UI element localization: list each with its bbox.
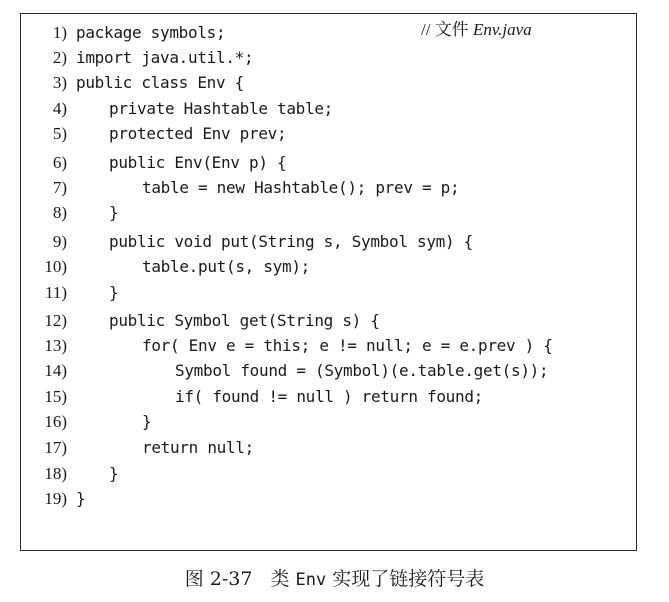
- file-comment-prefix: // 文件: [421, 20, 473, 39]
- line-number: 14): [44, 361, 67, 380]
- line-number: 4): [52, 99, 67, 118]
- file-comment-filename: Env.java: [472, 20, 532, 39]
- code-text: }: [109, 283, 119, 302]
- code-text: package symbols;: [76, 23, 226, 42]
- line-number: 3): [52, 73, 67, 92]
- code-text: public Symbol get(String s) {: [109, 311, 380, 330]
- line-number: 7): [52, 178, 67, 197]
- line-number: 17): [44, 438, 67, 457]
- code-text: public Env(Env p) {: [109, 153, 287, 172]
- code-text: if( found != null ) return found;: [175, 387, 483, 406]
- code-text: }: [142, 412, 152, 431]
- file-comment: [421, 15, 532, 40]
- code-text: private Hashtable table;: [109, 99, 333, 118]
- code-text: table = new Hashtable(); prev = p;: [142, 178, 460, 197]
- code-text: public class Env {: [76, 73, 244, 92]
- line-number: 11): [44, 283, 67, 302]
- figure-caption: [0, 564, 669, 591]
- code-text: public void put(String s, Symbol sym) {: [109, 232, 473, 251]
- code-text: table.put(s, sym);: [142, 257, 310, 276]
- line-number: 6): [52, 153, 67, 172]
- caption-class-name: Env: [295, 570, 327, 590]
- line-number: 5): [52, 124, 67, 143]
- code-text: }: [109, 203, 119, 222]
- caption-text-post: 实现了链接符号表: [326, 568, 485, 590]
- line-number: 2): [52, 48, 67, 67]
- line-number: 12): [44, 311, 67, 330]
- code-text: return null;: [142, 438, 254, 457]
- code-text: }: [109, 464, 119, 483]
- line-number: 9): [52, 232, 67, 251]
- line-number: 13): [44, 336, 67, 355]
- caption-text-pre: 类: [270, 568, 296, 590]
- line-number: 8): [52, 203, 67, 222]
- code-text: import java.util.*;: [76, 48, 254, 67]
- line-number: 15): [44, 387, 67, 406]
- line-number: 16): [44, 412, 67, 431]
- code-listing-box: [20, 13, 637, 551]
- code-text: protected Env prev;: [109, 124, 287, 143]
- line-number: 18): [44, 464, 67, 483]
- code-text: Symbol found = (Symbol)(e.table.get(s));: [175, 361, 549, 380]
- figure-number: 图 2-37: [184, 568, 253, 590]
- line-number: 19): [44, 489, 67, 508]
- line-number: 1): [52, 23, 67, 42]
- line-number: 10): [44, 257, 67, 276]
- code-text: for( Env e = this; e != null; e = e.prev ) {: [142, 336, 553, 355]
- code-text: }: [76, 489, 86, 508]
